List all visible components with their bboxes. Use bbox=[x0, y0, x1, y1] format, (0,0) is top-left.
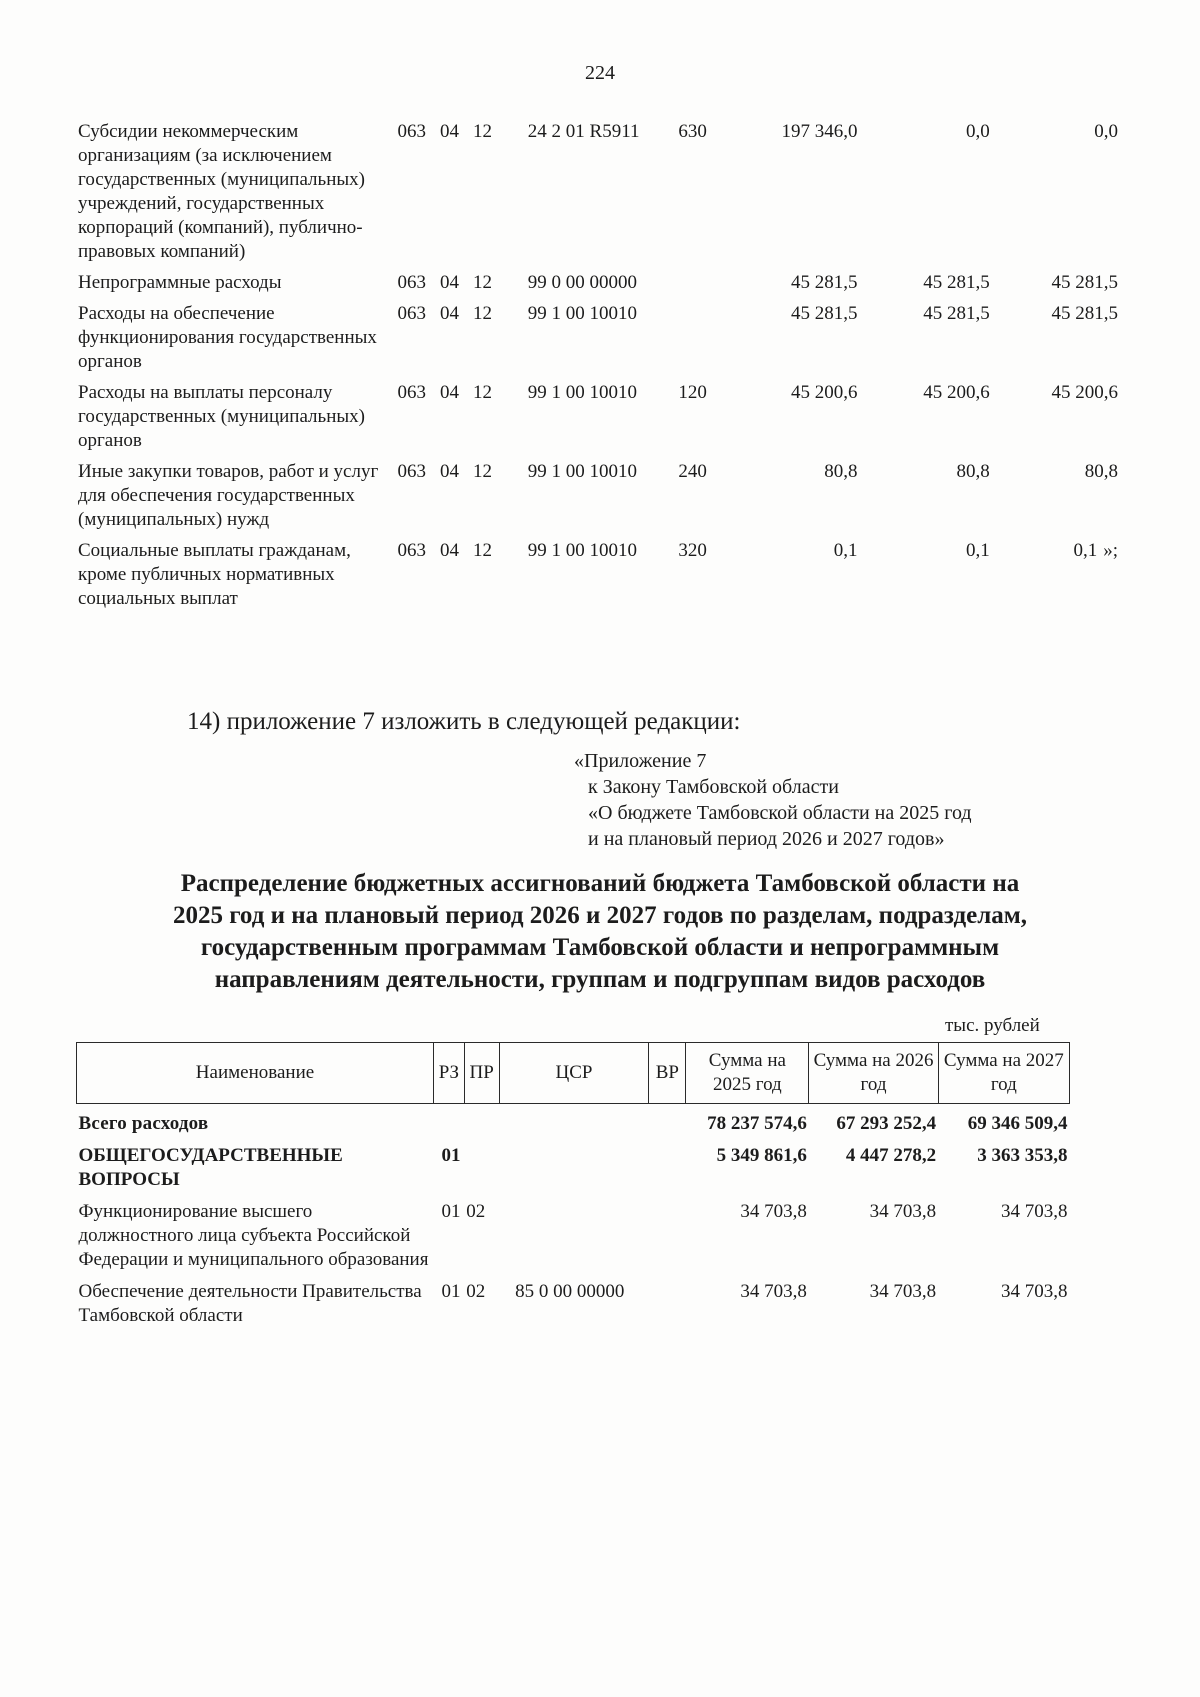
grbs-code: 063 bbox=[397, 303, 426, 324]
sum-2027: 34 703,8 bbox=[1001, 1201, 1068, 1222]
document-title bbox=[90, 868, 1110, 996]
table-row bbox=[78, 460, 1118, 539]
pr-code: 02 bbox=[466, 1201, 486, 1222]
pr-code: 12 bbox=[472, 121, 492, 142]
row-name: Всего расходов bbox=[78, 1113, 209, 1134]
pr-code: 12 bbox=[472, 461, 492, 482]
rz-code: 04 bbox=[439, 461, 459, 482]
appendix-line: «Приложение 7 bbox=[574, 750, 707, 772]
rz-code bbox=[433, 1104, 464, 1137]
csr-code: 99 1 00 10010 bbox=[527, 540, 638, 561]
header-sum-2027: Сумма на 2027 год bbox=[938, 1043, 1069, 1104]
sum-2027: 34 703,8 bbox=[1001, 1281, 1068, 1302]
row-name: Субсидии некоммерческим организациям (за исключением государственных (муниципальных) учреждений, государственных корпораций (компаний), публично-правовых компаний) bbox=[78, 121, 365, 262]
grbs-code: 063 bbox=[397, 121, 426, 142]
amendment-instruction: 14) приложение 7 изложить в следующей редакции: bbox=[187, 708, 741, 735]
sum-2027: 3 363 353,8 bbox=[977, 1145, 1068, 1166]
rz-code: 04 bbox=[439, 382, 459, 403]
pr-code: 12 bbox=[472, 303, 492, 324]
units-label: тыс. рублей bbox=[945, 1015, 1040, 1036]
rz-code: 01 bbox=[441, 1145, 461, 1166]
budget-table bbox=[76, 1042, 1070, 1328]
csr-code: 99 1 00 10010 bbox=[527, 382, 638, 403]
sum-2025: 45 281,5 bbox=[790, 272, 858, 293]
sum-2025: 34 703,8 bbox=[740, 1281, 807, 1302]
appendix-header bbox=[574, 748, 972, 852]
csr-code: 85 0 00 00000 bbox=[515, 1281, 625, 1302]
pr-code: 12 bbox=[472, 382, 492, 403]
sum-2025: 34 703,8 bbox=[740, 1201, 807, 1222]
grbs-code: 063 bbox=[397, 382, 426, 403]
sum-2027-cell bbox=[990, 460, 1118, 539]
sum-2026: 45 281,5 bbox=[923, 303, 990, 324]
table-row bbox=[77, 1272, 1070, 1328]
sum-2027-cell bbox=[990, 302, 1118, 381]
sum-2027-cell bbox=[990, 271, 1118, 302]
row-codes bbox=[395, 302, 527, 381]
row-name: Расходы на выплаты персоналу государственных (муниципальных) органов bbox=[78, 382, 365, 451]
title-line: государственным программам Тамбовской области и непрограммным bbox=[200, 934, 1000, 961]
sum-2025: 45 200,6 bbox=[790, 382, 858, 403]
row-name: ОБЩЕГОСУДАРСТВЕННЫЕ ВОПРОСЫ bbox=[78, 1145, 343, 1190]
table-row bbox=[77, 1192, 1070, 1272]
page-number: 224 bbox=[585, 62, 615, 84]
row-name: Обеспечение деятельности Правительства Тамбовской области bbox=[78, 1281, 422, 1326]
appendix-line: «О бюджете Тамбовской области на 2025 год bbox=[588, 802, 972, 824]
continuation-table bbox=[78, 120, 1118, 618]
pr-code: 12 bbox=[472, 272, 492, 293]
sum-2027-cell bbox=[990, 381, 1118, 460]
vr-code: 240 bbox=[678, 461, 707, 482]
row-codes bbox=[395, 120, 527, 271]
row-name: Социальные выплаты гражданам, кроме публичных нормативных социальных выплат bbox=[78, 540, 351, 609]
csr-code bbox=[499, 1104, 649, 1137]
row-codes bbox=[395, 460, 527, 539]
header-sum-2025: Сумма на 2025 год bbox=[686, 1043, 809, 1104]
table-row bbox=[78, 381, 1118, 460]
table-row bbox=[77, 1104, 1070, 1137]
rz-code: 04 bbox=[439, 540, 459, 561]
header-rz: РЗ bbox=[433, 1043, 464, 1104]
table-row bbox=[78, 120, 1118, 271]
sum-2027: 45 200,6 bbox=[1051, 382, 1118, 403]
header-pr: ПР bbox=[464, 1043, 499, 1104]
header-sum-2026: Сумма на 2026 год bbox=[809, 1043, 938, 1104]
csr-code: 99 1 00 10010 bbox=[527, 303, 638, 324]
sum-2027: 69 346 509,4 bbox=[967, 1113, 1068, 1134]
sum-2027: 80,8 bbox=[1084, 461, 1118, 482]
sum-2025: 0,1 bbox=[833, 540, 858, 561]
vr-code bbox=[678, 302, 735, 381]
row-name: Иные закупки товаров, работ и услуг для обеспечения государственных (муниципальных) нужд bbox=[78, 461, 379, 530]
title-line: направлениям деятельности, группам и подгруппам видов расходов bbox=[214, 966, 986, 993]
sum-2025: 78 237 574,6 bbox=[707, 1113, 807, 1134]
vr-code: 120 bbox=[678, 382, 707, 403]
row-codes bbox=[395, 539, 527, 618]
header-name: Наименование bbox=[77, 1043, 434, 1104]
vr-code bbox=[649, 1272, 686, 1328]
vr-code: 630 bbox=[678, 121, 707, 142]
title-line: Распределение бюджетных ассигнований бюджета Тамбовской области на bbox=[180, 870, 1020, 897]
csr-code bbox=[499, 1136, 649, 1192]
table-header-row bbox=[77, 1043, 1070, 1104]
row-name: Непрограммные расходы bbox=[78, 272, 282, 293]
table-row bbox=[78, 539, 1118, 618]
grbs-code: 063 bbox=[397, 461, 426, 482]
sum-2025: 45 281,5 bbox=[790, 303, 858, 324]
sum-2025: 5 349 861,6 bbox=[716, 1145, 807, 1166]
csr-code: 99 1 00 10010 bbox=[527, 461, 638, 482]
vr-code bbox=[678, 271, 735, 302]
sum-2026: 0,0 bbox=[965, 121, 990, 142]
table-row bbox=[78, 302, 1118, 381]
rz-code: 01 bbox=[441, 1201, 461, 1222]
appendix-line: и на плановый период 2026 и 2027 годов» bbox=[588, 828, 945, 850]
rz-code: 04 bbox=[439, 303, 459, 324]
vr-code bbox=[649, 1136, 686, 1192]
header-vr: ВР bbox=[649, 1043, 686, 1104]
appendix-line: к Закону Тамбовской области bbox=[588, 776, 839, 798]
table-row bbox=[77, 1136, 1070, 1192]
sum-2027: 0,0 bbox=[1094, 121, 1118, 142]
csr-code: 24 2 01 R5911 bbox=[527, 121, 640, 142]
sum-2026: 80,8 bbox=[956, 461, 990, 482]
rz-code: 01 bbox=[441, 1281, 461, 1302]
sum-2026: 67 293 252,4 bbox=[836, 1113, 937, 1134]
row-name: Расходы на обеспечение функционирования государственных органов bbox=[78, 303, 377, 372]
row-codes bbox=[395, 381, 527, 460]
sum-2026: 4 447 278,2 bbox=[845, 1145, 937, 1166]
sum-2025: 197 346,0 bbox=[781, 121, 858, 142]
sum-2027: 45 281,5 bbox=[1051, 303, 1118, 324]
pr-code: 12 bbox=[472, 540, 492, 561]
sum-2026: 45 281,5 bbox=[923, 272, 990, 293]
header-csr: ЦСР bbox=[499, 1043, 649, 1104]
csr-code bbox=[499, 1192, 649, 1272]
grbs-code: 063 bbox=[397, 272, 426, 293]
vr-code bbox=[649, 1192, 686, 1272]
title-line: 2025 год и на плановый период 2026 и 2027 годов по разделам, подразделам, bbox=[172, 902, 1028, 929]
sum-2027-cell bbox=[990, 539, 1118, 618]
vr-code bbox=[649, 1104, 686, 1137]
pr-code bbox=[464, 1104, 499, 1137]
sum-2027: 0,1 bbox=[1073, 540, 1098, 561]
sum-2025: 80,8 bbox=[824, 461, 858, 482]
row-name: Функционирование высшего должностного лица субъекта Российской Федерации и муниципального образования bbox=[78, 1201, 429, 1270]
vr-code: 320 bbox=[678, 540, 707, 561]
rz-code: 04 bbox=[439, 121, 459, 142]
sum-2026: 0,1 bbox=[965, 540, 990, 561]
sum-2027-cell bbox=[990, 120, 1118, 271]
row-codes bbox=[395, 271, 527, 302]
sum-2026: 34 703,8 bbox=[869, 1281, 937, 1302]
sum-2027: 45 281,5 bbox=[1051, 272, 1118, 293]
sum-2026: 45 200,6 bbox=[923, 382, 990, 403]
table-row bbox=[78, 271, 1118, 302]
pr-code: 02 bbox=[466, 1281, 486, 1302]
rz-code: 04 bbox=[439, 272, 459, 293]
grbs-code: 063 bbox=[397, 540, 426, 561]
closing-quote: »; bbox=[1103, 540, 1118, 561]
csr-code: 99 0 00 00000 bbox=[527, 272, 638, 293]
sum-2026: 34 703,8 bbox=[869, 1201, 937, 1222]
pr-code bbox=[464, 1136, 499, 1192]
